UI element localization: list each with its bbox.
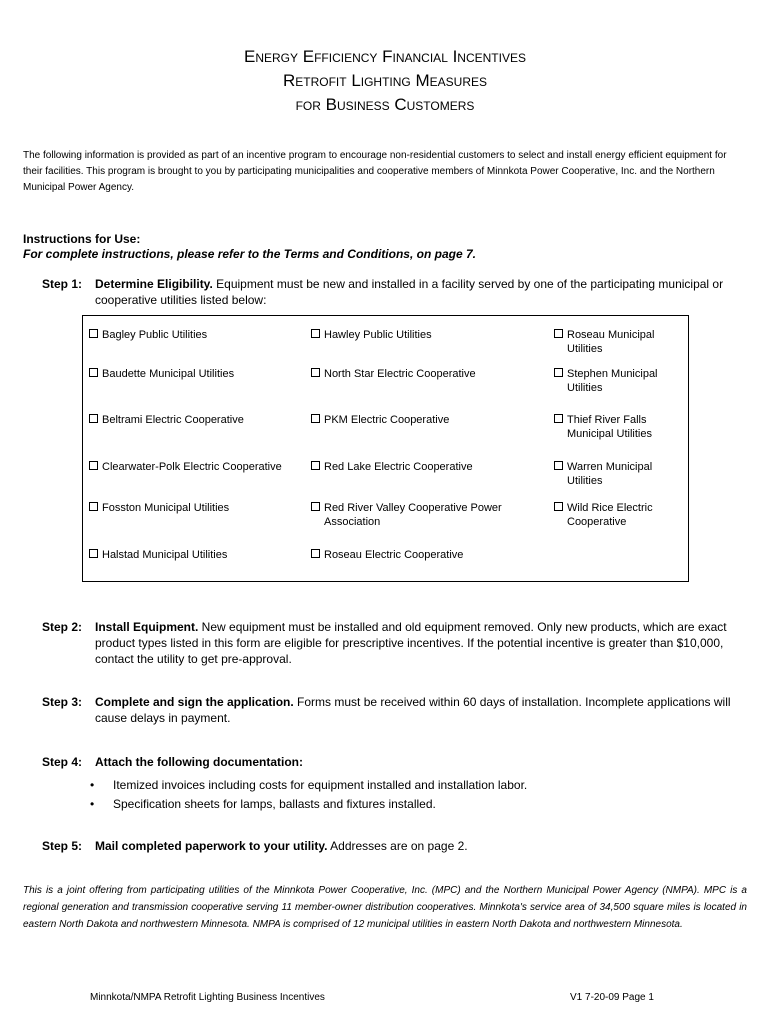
utility-checkbox-item[interactable]: Warren Municipal Utilities [554, 460, 667, 488]
title-line-2: Retrofit Lighting Measures [282, 71, 488, 90]
step-number: Step 3: [42, 695, 83, 709]
checkbox-icon[interactable] [311, 414, 320, 423]
closing-paragraph: This is a joint offering from participating utilities of the Minnkota Power Cooperative, Inc. (MPC) and the Northern Municipal Power Agency (NMPA). MPC is a regional generation and transmission cooperative serving 11 member-owner distribution cooperatives. Minnkota's service area of 34,500 square miles is located in eastern North Dakota and northwestern Minnesota. NMPA is comprised of 12 municipal utilities in eastern North Dakota and northwestern Minnesota. [23, 885, 747, 930]
step-5 [42, 838, 747, 854]
checkbox-icon[interactable] [554, 368, 563, 377]
utility-checkbox-item[interactable]: Wild Rice Electric Cooperative [554, 501, 667, 529]
instructions-block [23, 232, 476, 262]
bullet-icon: • [90, 797, 95, 811]
step-text: New equipment must be installed and old equipment removed. Only new products, which are exact product types listed in this form are eligible for prescriptive incentives. If the potential incentive is greater than $10,000, contact the utility to get pre-approval. [95, 620, 727, 666]
bullet-icon: • [90, 778, 95, 792]
utility-checkbox-item[interactable]: Halstad Municipal Utilities [89, 548, 227, 562]
utility-checkbox-item[interactable]: Hawley Public Utilities [311, 328, 432, 342]
step-number: Step 4: [42, 755, 83, 769]
checkbox-icon[interactable] [554, 461, 563, 470]
utility-checkbox-item[interactable]: Fosston Municipal Utilities [89, 501, 229, 515]
step-number: Step 2: [42, 620, 83, 634]
footer-page-number: V1 7-20-09 Page 1 [570, 992, 654, 1003]
utility-checkbox-item[interactable]: Beltrami Electric Cooperative [89, 413, 244, 427]
step-heading: Determine Eligibility. [95, 277, 213, 291]
step-heading: Attach the following documentation: [95, 755, 303, 769]
step-text: Equipment must be new and installed in a facility served by one of the participating municipal or cooperative utilities listed below: [95, 277, 724, 307]
checkbox-icon[interactable] [311, 549, 320, 558]
title-line-3: for Business Customers [295, 95, 475, 114]
utility-checkbox-item[interactable]: Red River Valley Cooperative Power Association [311, 501, 516, 529]
checkbox-icon[interactable] [89, 329, 98, 338]
documentation-list [90, 776, 527, 814]
step-heading: Complete and sign the application. [95, 695, 294, 709]
step-heading: Mail completed paperwork to your utility. [95, 839, 328, 853]
instructions-heading: Instructions for Use: [23, 232, 141, 246]
step-heading: Install Equipment. [95, 620, 199, 634]
list-item: • Specification sheets for lamps, ballasts and fixtures installed. [90, 795, 527, 814]
step-text: Addresses are on page 2. [327, 839, 468, 853]
utility-checkbox-item[interactable]: Red Lake Electric Cooperative [311, 460, 473, 474]
step-4 [42, 754, 747, 770]
step-1 [42, 276, 747, 308]
utility-checkbox-item[interactable]: PKM Electric Cooperative [311, 413, 449, 427]
checkbox-icon[interactable] [554, 502, 563, 511]
utility-checklist-box [82, 315, 689, 582]
checkbox-icon[interactable] [554, 329, 563, 338]
checkbox-icon[interactable] [89, 502, 98, 511]
utility-checkbox-item[interactable]: North Star Electric Cooperative [311, 367, 476, 381]
checkbox-icon[interactable] [311, 502, 320, 511]
title-line-1: Energy Efficiency Financial Incentives [244, 47, 526, 66]
checkbox-icon[interactable] [89, 461, 98, 470]
step-text: Forms must be received within 60 days of installation. Incomplete applications will cause delays in payment. [95, 695, 731, 725]
utility-checkbox-item[interactable]: Roseau Municipal Utilities [554, 328, 667, 356]
utility-checkbox-item[interactable]: Bagley Public Utilities [89, 328, 207, 342]
checkbox-icon[interactable] [311, 368, 320, 377]
checkbox-icon[interactable] [554, 414, 563, 423]
checkbox-icon[interactable] [89, 549, 98, 558]
footer-document-name: Minnkota/NMPA Retrofit Lighting Business Incentives [90, 992, 325, 1003]
step-number: Step 1: [42, 277, 83, 291]
utility-checkbox-item[interactable]: Clearwater-Polk Electric Cooperative [89, 460, 282, 474]
checkbox-icon[interactable] [89, 414, 98, 423]
step-2 [42, 619, 747, 667]
step-number: Step 5: [42, 839, 83, 853]
step-3 [42, 694, 747, 726]
utility-checkbox-item[interactable]: Baudette Municipal Utilities [89, 367, 234, 381]
document-title [0, 45, 770, 117]
list-item: • Itemized invoices including costs for equipment installed and installation labor. [90, 776, 527, 795]
instructions-subheading: For complete instructions, please refer to the Terms and Conditions, on page 7. [23, 247, 476, 261]
intro-paragraph: The following information is provided as part of an incentive program to encourage non-residential customers to select and install energy efficient equipment for their facilities. This program is brought to you by participating municipalities and cooperative members of Minnkota Power Cooperative, Inc. and the Northern Municipal Power Agency. [23, 150, 727, 193]
checkbox-icon[interactable] [89, 368, 98, 377]
checkbox-icon[interactable] [311, 329, 320, 338]
checkbox-icon[interactable] [311, 461, 320, 470]
utility-checkbox-item[interactable]: Stephen Municipal Utilities [554, 367, 667, 395]
utility-checkbox-item[interactable]: Thief River Falls Municipal Utilities [554, 413, 667, 441]
utility-checkbox-item[interactable]: Roseau Electric Cooperative [311, 548, 463, 562]
